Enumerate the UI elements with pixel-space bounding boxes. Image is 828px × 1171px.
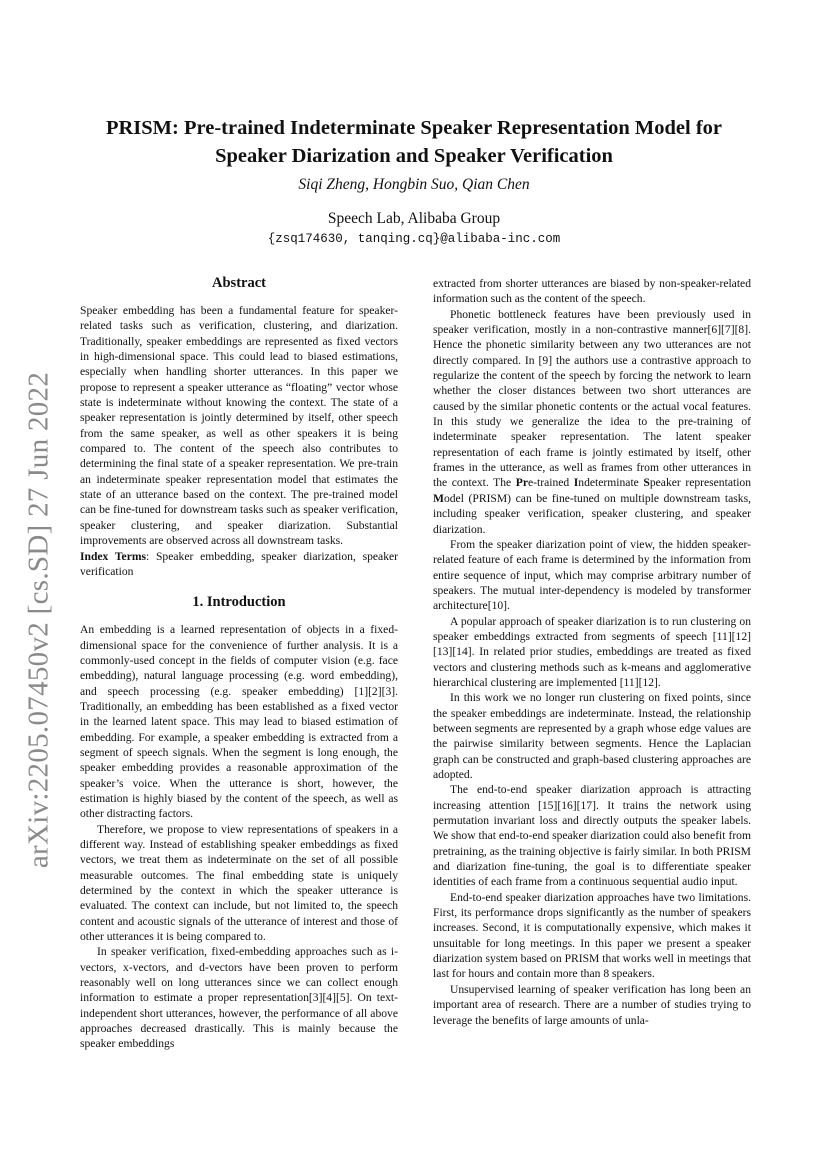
arxiv-identifier-stamp (14, 370, 64, 870)
prism-letter-s: S (643, 476, 650, 490)
paper-affiliation: Speech Lab, Alibaba Group (327, 210, 501, 227)
prism-word-3: peaker representation (649, 476, 752, 490)
prism-letter-m: M (433, 491, 444, 505)
right-paragraph-2 (433, 307, 751, 537)
right-paragraph-4: A popular approach of speaker diarization is to run clustering on speaker embeddings extracted from segments of speech [11][12][13][14]. In related prior studies, embeddings are treated as fixed vectors and clustering methods such as k-means and agglomerative hierarchical clustering are implemented [11][12]. (433, 614, 751, 689)
paper-email: {zsq174630, tanqing.cq}@alibaba-inc.com (267, 232, 561, 246)
right-paragraph-2-text: Phonetic bottleneck features have been previously used in speaker verification, mostly in a non-contrastive manner[6][7][8]. Hence the phonetic similarity between any two utterances are not directly compared. In [9] the authors use a contrastive approach to regularize the content of the speech by forcing the network to learn whether the closer distances between two short utterances are caused by the similar phonetic contents or the actual vocal features. In this study we generalize the idea to the pre-training of indeterminate speaker representation. The latent speaker representation of each frame is jointly estimated by itself, other frames in the utterance, as well as frames from other utterances in the context. The (433, 307, 751, 490)
paper-title: PRISM: Pre-trained Indeterminate Speaker Representation Model for Speaker Diarization and Speaker Verification (105, 117, 723, 167)
right-paragraph-1: extracted from shorter utterances are biased by non-speaker-related information such as the content of the speech. (433, 277, 751, 306)
prism-letter-i: I (573, 476, 579, 490)
introduction-heading: 1. Introduction (192, 594, 286, 611)
right-paragraph-6: The end-to-end speaker diarization approach is attracting increasing attention [15][16][17]. It trains the network using permutation invariant loss and directly outputs the speaker labels. We show that end-to-end speaker diarization could also benefit from pretraining, as the training objective is fairly similar. In both PRISM and diarization fine-tuning, the goal is to differentiate speaker identities of each frame from a continuous sequential audio input. (433, 783, 751, 889)
intro-paragraph-2: Therefore, we propose to view representations of speakers in a different way. Instead of establishing speaker embeddings as fixed vectors, we treat them as indeterminate on the set of all possible measurable outcomes. The final embedding state is uniquely determined by the context in which the speaker utterance is evaluated. The context can include, but not limited to, the speech content and acoustic signals of the utterance of interest and those of other utterances it is being compared to. (80, 822, 398, 944)
arxiv-id-text: arXiv:2205.07450v2 [cs.SD] 27 Jun 2022 (22, 371, 55, 869)
right-paragraph-8: Unsupervised learning of speaker verification has long been an important area of research. There are a number of studies trying to leverage the benefits of large amounts of unla- (433, 982, 751, 1027)
right-paragraph-7: End-to-end speaker diarization approaches have two limitations. First, its performance drops significantly as the number of speakers increases. Second, it is computationally expensive, which makes it unsuitable for long meetings. In this paper we present a speaker diarization system based on PRISM that works well in meetings that last for hours and contain more than 8 speakers. (433, 890, 751, 981)
abstract-heading: Abstract (212, 275, 266, 291)
right-column (433, 276, 751, 1028)
abstract-text: Speaker embedding has been a fundamental feature for speaker-related tasks such as verification, clustering, and diarization. Traditionally, speaker embeddings are represented as fixed vectors in high-dimensional space. This could lead to biased estimations, especially when handling shorter utterances. In this paper we propose to represent a speaker utterance as “floating” vector whose state is indeterminate without knowing the context. The state of a speaker representation is jointly determined by itself, other speech from the same speaker, as well as other speakers it is being compared to. The content of the speech also contributes to determining the final state of a speaker representation. We pre-train an indeterminate speaker representation model that estimates the state of an utterance based on the context. The pre-trained model can be fine-tuned for downstream tasks such as speaker verification, speaker clustering, and speaker diarization. Substantial improvements are observed across all downstream tasks. (80, 304, 398, 548)
prism-word-1: e-trained (528, 476, 574, 490)
intro-paragraph-1: An embedding is a learned representation of objects in a fixed-dimensional space for the convenience of further analysis. It is a commonly-used concept in the fields of computer vision (e.g. face embedding), natural language processing (e.g. word embedding), and speech processing (e.g. speaker embedding) [1][2][3]. Traditionally, an embedding has been established as a fixed vector in the learned latent space. This may lead to biased estimation of embedding. For example, a speaker embedding is extracted from a segment of speech signals. When the segment is long enough, the speaker embedding provides a reasonable approximation of the speaker’s voice. When the utterance is short, however, the estimation is highly biased by the content of the speech, as well as other distracting factors. (80, 623, 398, 821)
left-column (80, 272, 398, 1052)
prism-word-2: ndeterminate (578, 476, 644, 490)
paper-authors: Siqi Zheng, Hongbin Suo, Qian Chen (298, 176, 530, 193)
prism-letter-pr: Pr (515, 476, 528, 490)
right-paragraph-5: In this work we no longer run clustering on fixed points, since the speaker embeddings are indeterminate. Instead, the relationship between segments are represented by a graph whose edge values are the pairwise similarity between segments. Hence the Laplacian graph can be constructed and graph-based clustering approaches are adopted. (433, 691, 751, 781)
index-terms-label: Index Terms (80, 549, 147, 563)
right-paragraph-3: From the speaker diarization point of view, the hidden speaker-related feature of each frame is determined by the information from entire sequence of input, which may comprise arbitrary number of speakers. The mutual inter-dependency is modeled by transformer architecture[10]. (433, 537, 751, 613)
prism-word-4: odel (PRISM) can be fine-tuned on multiple downstream tasks, including speaker verification, speaker clustering, and speaker diarization. (433, 491, 751, 536)
index-terms (80, 549, 398, 580)
index-terms-text: : Speaker embedding, speaker diarization, speaker verification (80, 549, 398, 578)
intro-paragraph-3: In speaker verification, fixed-embedding approaches such as i-vectors, x-vectors, and d-vectors have been proven to perform reasonably well on long utterances since we can collect enough information to estimate a proper representation[3][4][5]. On text-independent short utterances, however, the performance of all above approaches decreased drastically. This is mainly because the speaker embeddings (80, 945, 398, 1051)
